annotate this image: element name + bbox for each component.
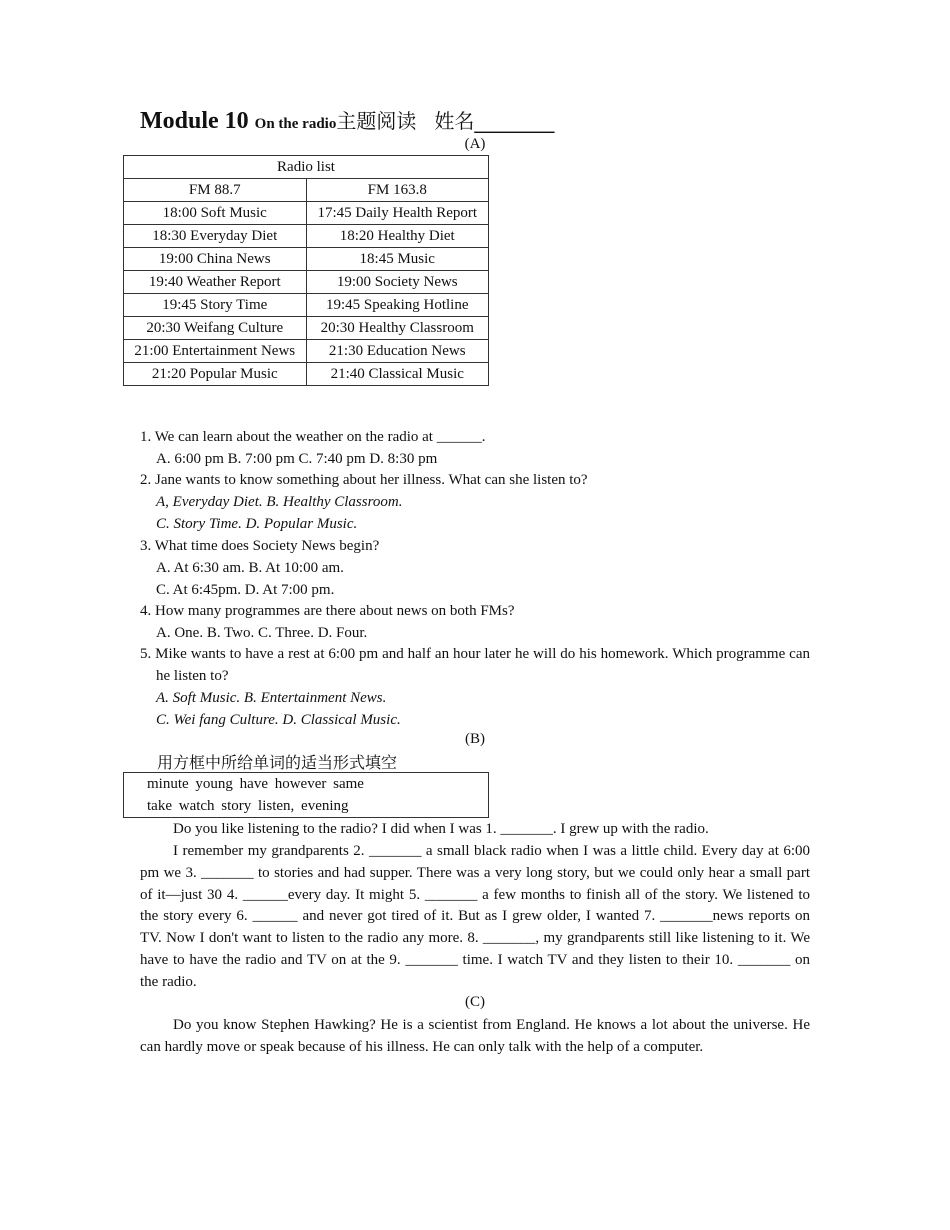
table-cell: 19:40 Weather Report [124,271,307,294]
table-row [124,363,489,386]
passage-c-paragraph: Do you know Stephen Hawking? He is a scientist from England. He knows a lot about the universe. He can hardly move or speak because of his illness. He can only talk with the help of a computer. [140,1017,810,1055]
table-row [124,317,489,340]
question-2 [140,469,810,535]
module-label: Module 10 [140,108,249,134]
column-header: FM 163.8 [306,179,489,202]
table-row [124,248,489,271]
passage-b-paragraph: I remember my grandparents 2. _______ a small black radio when I was a little child. Every day at 6:00 pm we 3. _______ to stories and had supper. There was a very long story, but we could only hear a small part of it—just 30 4. ______every day. It might 5. _______ a few months to finish all of the story. We listened to the story every 6. ______ and never got tired of it. But as I grew older, I wanted 7. _______news reports on TV. Now I don't want to listen to the radio any more. 8. _______, my grandparents still like listening to it. We have to have the radio and TV on at the 9. _______ time. I watch TV and they listen to their 10. _______ on the radio. [140,843,810,990]
table-caption: Radio list [124,156,489,179]
table-cell: 17:45 Daily Health Report [306,202,489,225]
section-c-label: (C) [465,994,485,1010]
table-cell: 19:45 Story Time [124,294,307,317]
table-cell: 18:30 Everyday Diet [124,225,307,248]
table-cell: 21:40 Classical Music [306,363,489,386]
question-3 [140,535,810,601]
table-cell: 21:30 Education News [306,340,489,363]
section-b-label: (B) [465,731,485,747]
question-stem: 1. We can learn about the weather on the radio at ______. [140,429,486,445]
question-options: A. One. B. Two. C. Three. D. Four. [156,625,368,641]
question-stem: 5. Mike wants to have a rest at 6:00 pm and half an hour later he will do his homework. Which programme can he listen to? [140,646,810,684]
word-box [123,772,489,818]
table-cell: 20:30 Healthy Classroom [306,317,489,340]
question-options: C. Wei fang Culture. D. Classical Music. [156,712,401,728]
question-stem: 4. How many programmes are there about news on both FMs? [140,603,515,619]
table-cell: 19:45 Speaking Hotline [306,294,489,317]
section-b-instruction: 用方框中所给单词的适当形式填空 [157,753,398,772]
question-options: A. 6:00 pm B. 7:00 pm C. 7:40 pm D. 8:30 pm [156,451,438,467]
table-row [124,202,489,225]
page-title [140,105,554,135]
table-cell: 18:45 Music [306,248,489,271]
question-stem: 3. What time does Society News begin? [140,538,380,554]
column-header: FM 88.7 [124,179,307,202]
word-row: take watch story listen, evening [147,798,349,814]
table-row [124,271,489,294]
radio-list-table [123,155,489,386]
section-a-label: (A) [464,136,486,152]
name-field: 姓名________ [434,109,555,133]
table-cell: 20:30 Weifang Culture [124,317,307,340]
question-options: A, Everyday Diet. B. Healthy Classroom. [156,494,403,510]
table-cell: 19:00 Society News [306,271,489,294]
module-cn-title: 主题阅读 [336,109,417,133]
table-cell: 21:00 Entertainment News [124,340,307,363]
table-row [124,340,489,363]
question-5 [140,643,810,731]
table-cell: 19:00 China News [124,248,307,271]
table-row [124,225,489,248]
question-stem: 2. Jane wants to know something about her illness. What can she listen to? [140,472,588,488]
table-row [124,294,489,317]
passage-b-paragraph: Do you like listening to the radio? I did when I was 1. _______. I grew up with the radio. [173,821,709,837]
question-1 [140,426,810,470]
question-options: C. At 6:45pm. D. At 7:00 pm. [156,582,335,598]
question-options: C. Story Time. D. Popular Music. [156,516,358,532]
word-row: minute young have however same [147,776,364,792]
table-cell: 18:00 Soft Music [124,202,307,225]
module-subtitle: On the radio [254,116,337,132]
table-cell: 21:20 Popular Music [124,363,307,386]
question-options: A. At 6:30 am. B. At 10:00 am. [156,560,344,576]
question-4 [140,600,810,644]
question-options: A. Soft Music. B. Entertainment News. [156,690,387,706]
table-cell: 18:20 Healthy Diet [306,225,489,248]
